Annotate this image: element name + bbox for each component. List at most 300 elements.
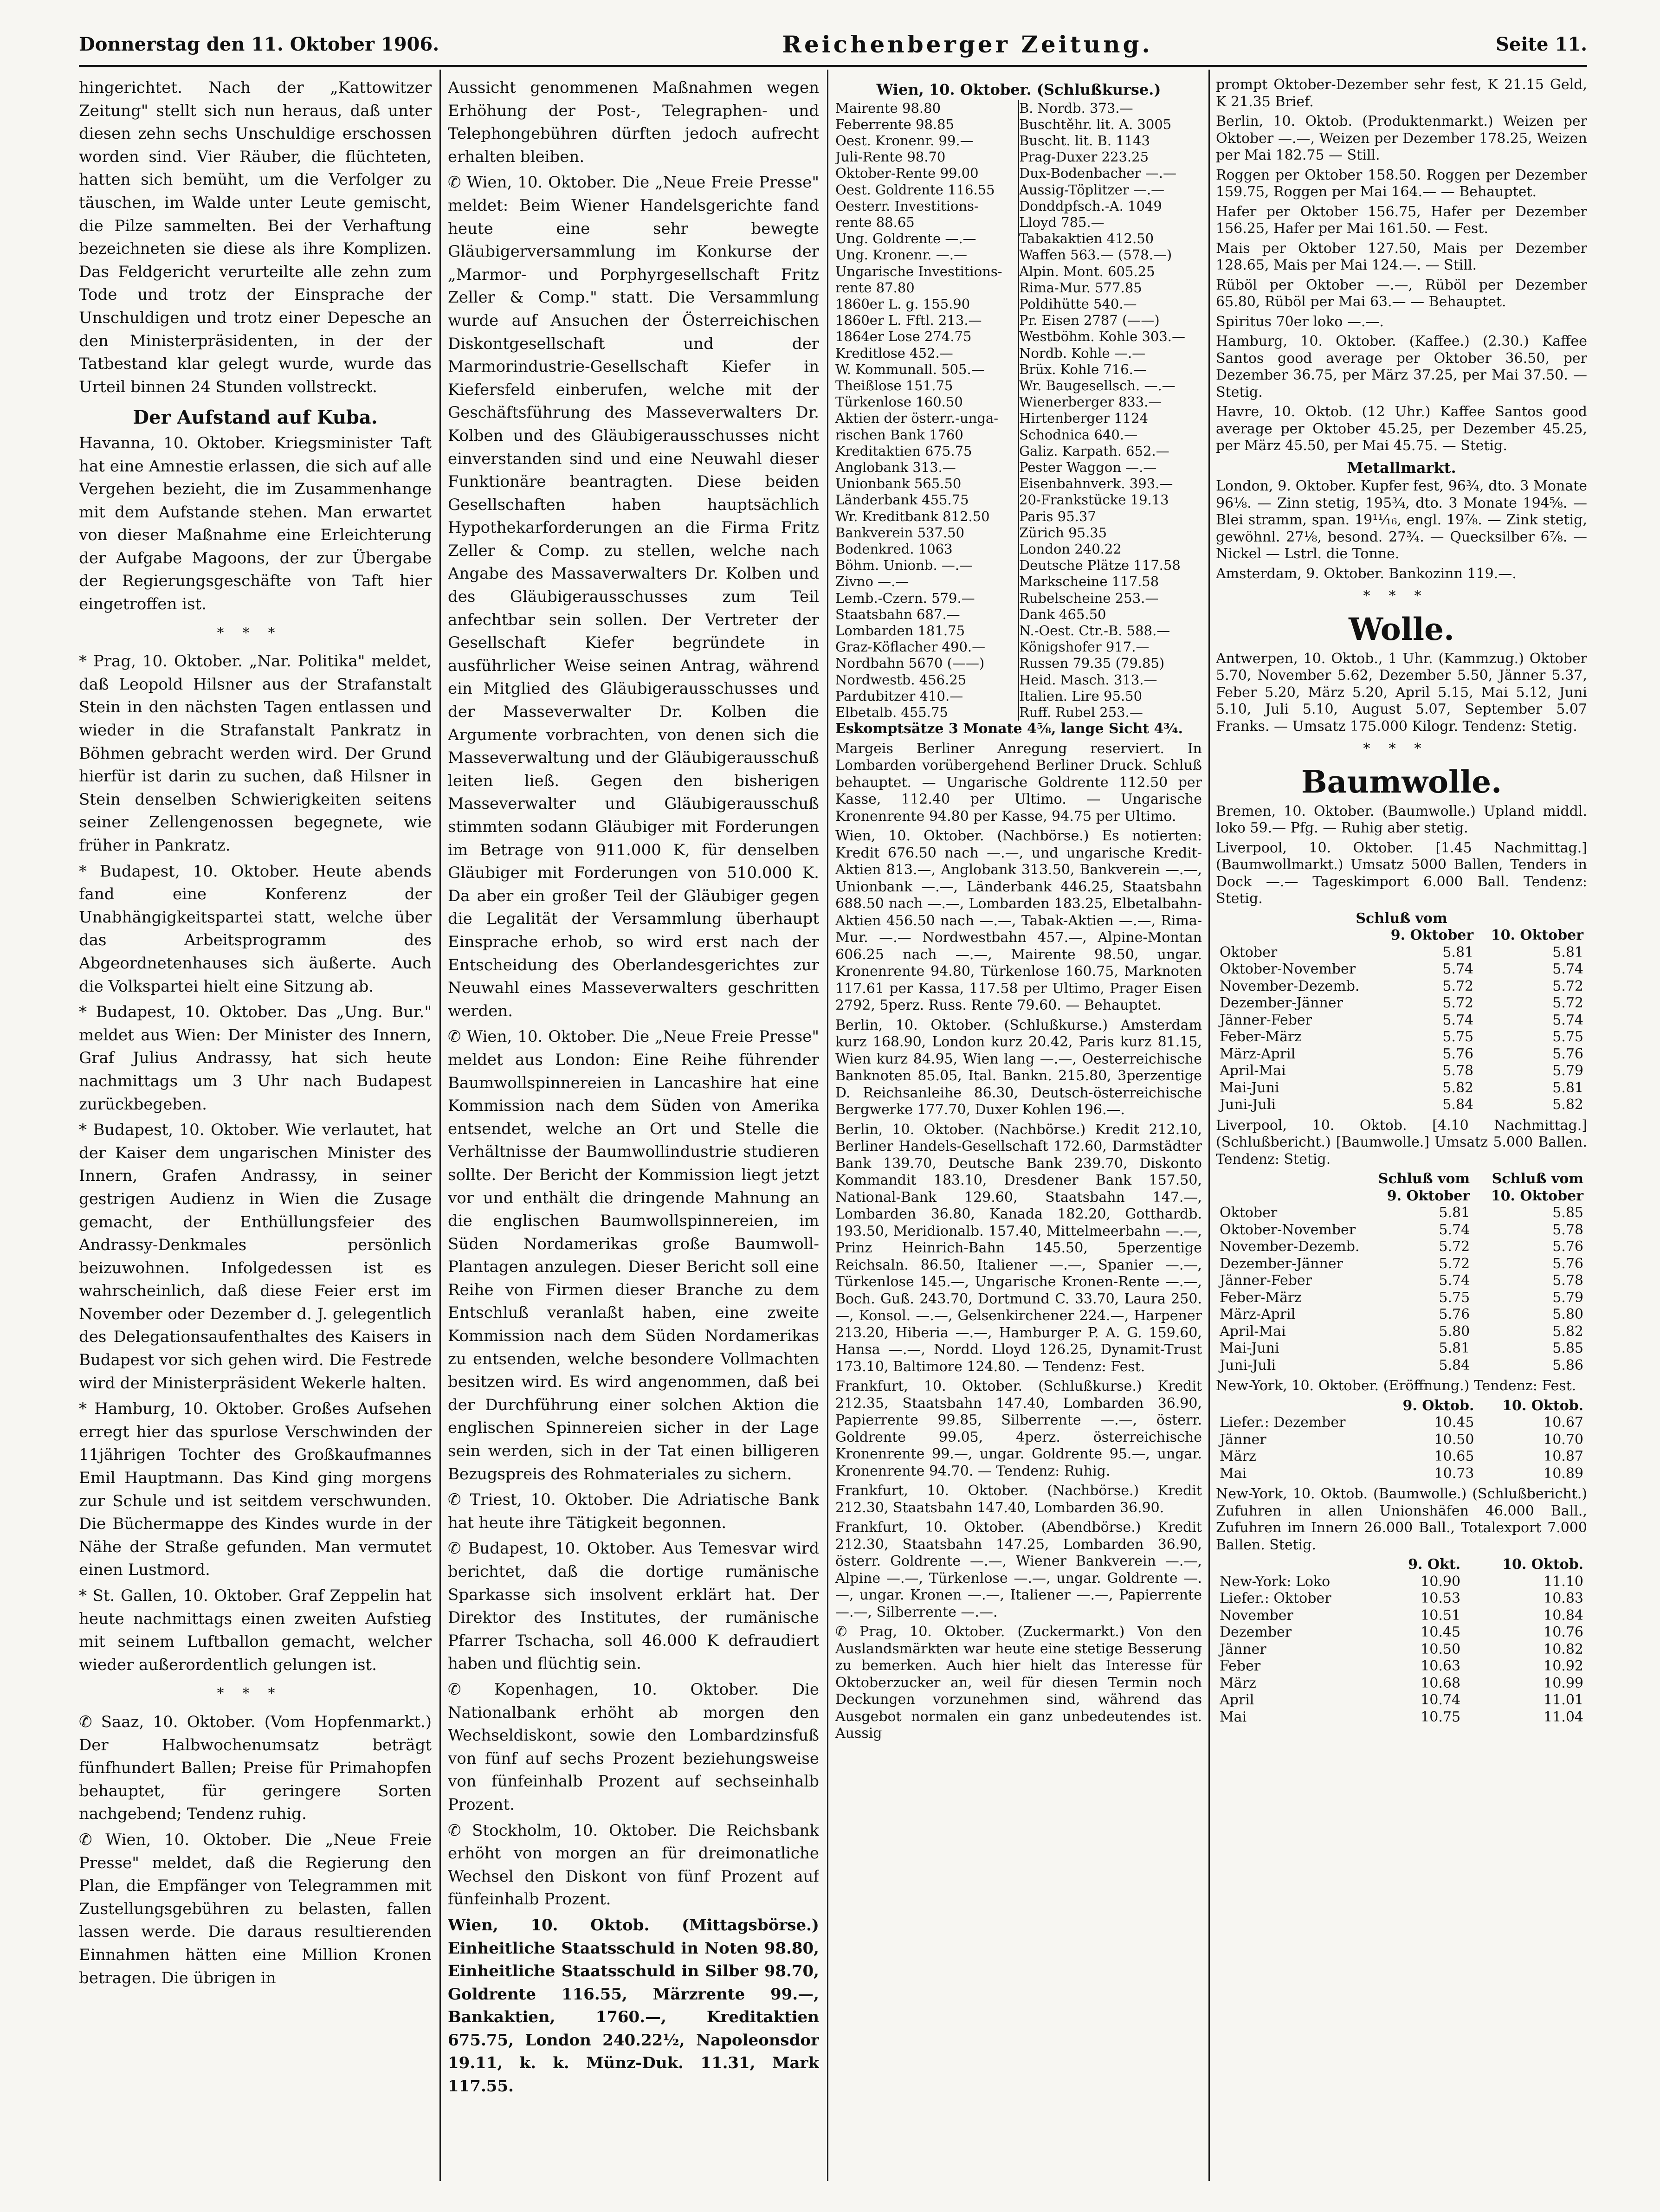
table-row [1216, 1222, 1587, 1239]
table-cell: 20-Frankstücke 19.13 [1019, 492, 1169, 508]
table-cell: Paris 95.37 [1019, 508, 1096, 524]
table-cell: Zivno —.— [835, 574, 1019, 590]
table-cell: Wr. Kreditbank 812.50 [835, 509, 1019, 525]
liverpool-table-2 [1216, 1171, 1587, 1374]
table-cell: Eisenbahnverk. 393.— [1019, 476, 1173, 492]
table-cell: 5.74 [1439, 1272, 1470, 1289]
table-col-a: 9. Oktob. [1402, 1397, 1474, 1414]
table-cell: Ungarische Investitions- [835, 264, 1019, 280]
table-cell: Zürich 95.35 [1019, 524, 1107, 541]
table-cell: 10.83 [1544, 1590, 1583, 1606]
article-paragraph: New-York, 10. Oktob. (Baumwolle.) (Schlußbericht.) Zufuhren in allen Unionshäfen 46.000 Ball., Zufuhren im Innern 26.000 Ball., Totalexport 7.000 Ballen. Stetig. [1216, 1486, 1587, 1553]
table-cell: Wienerberger 833.— [1019, 394, 1162, 410]
table-row [835, 247, 1202, 263]
table-cell: 1860er L. Fftl. 213.— [835, 312, 1019, 329]
table-cell: 5.76 [1552, 1255, 1583, 1272]
article-paragraph: ✆ Prag, 10. Oktober. (Zuckermarkt.) Von den Auslandsmärkten war heute eine stetige Besserung zu bemerken. Auch hier hielt das Interesse für Oktoberzucker an, weil für diesen Termin noch Deckungen vorzunehmen sind, während das Ausgebot normalen ein ganz unbedeutendes ist. Aussig [835, 1624, 1202, 1742]
table-cell: April-Mai [1220, 1323, 1286, 1340]
article-paragraph: Bremen, 10. Oktober. (Baumwolle.) Upland middl. loko 59.— Pfg. — Ruhig aber stetig. [1216, 803, 1587, 836]
page-header [79, 28, 1587, 60]
article-paragraph: Margeis Berliner Anregung reserviert. In Lombarden vorübergehend Berliner Druck. Schluß behauptet. — Ungarische Goldrente 112.50 per Kasse, 112.40 per Ultimo. — Ungarische Kronenrente 94.80 per Kasse, 94.75 per Ultimo. [835, 740, 1202, 825]
table-row [1216, 1340, 1587, 1357]
table-cell: Pester Waggon —.— [1019, 459, 1157, 475]
table-row [1216, 1574, 1587, 1591]
table-cell: 5.81 [1439, 1340, 1470, 1356]
table-row [835, 394, 1202, 410]
table-col-b: 10. Oktob. [1502, 1397, 1583, 1414]
table-cell: Dezember-Jänner [1220, 1255, 1343, 1272]
table-row [1216, 1063, 1587, 1080]
table-cell: Theißlose 151.75 [835, 378, 1019, 394]
article-paragraph: ✆ Budapest, 10. Oktober. Aus Temesvar wird berichtet, daß die dortige rumänische Sparkasse sich insolvent erklärt hat. Der Direktor des Institutes, der rumänische Pfarrer Tschacha, soll 46.000 K defraudiert haben und flüchtig sein. [448, 1539, 819, 1673]
table-cell: 10.45 [1434, 1414, 1474, 1431]
table-cell: November-Dezemb. [1220, 1238, 1360, 1255]
table-col-b: 10. Oktob. [1502, 1556, 1583, 1573]
table-row [835, 165, 1202, 181]
table-row [835, 557, 1202, 574]
masthead-title: Reichenberger Zeitung. [782, 30, 1153, 58]
table-row [835, 361, 1202, 378]
table-cell: 5.84 [1442, 1096, 1474, 1113]
table-row [1216, 1590, 1587, 1607]
table-cell: W. Kommunall. 505.— [835, 361, 1019, 378]
newyork-table-1 [1216, 1398, 1587, 1483]
article-paragraph: * Budapest, 10. Oktober. Heute abends fand eine Konferenz der Unabhängigkeitspartei statt, welche über das Arbeitsprogramm des Abgeordnetenhauses sich äußerte. Auch die Volkspartei hielt eine Sitzung ab. [79, 862, 432, 996]
article-paragraph: * Hamburg, 10. Oktober. Großes Aufsehen erregt hier das spurlose Verschwinden der 11jährigen Tochter des Großkaufmannes Emil Hauptmann. Das Kind ging morgens zur Schule und ist seitdem verschwunden. Die Büchermappe des Kindes wurde in der Nähe der Straße gefunden. Man vermutet einen Lustmord. [79, 1399, 432, 1580]
table-cell: 10.73 [1434, 1465, 1474, 1482]
table-cell: 10.70 [1544, 1431, 1583, 1448]
table-row [835, 329, 1202, 345]
table-cell: 10.65 [1434, 1448, 1474, 1464]
table-cell: Jänner [1220, 1431, 1266, 1448]
table-cell: Russen 79.35 (79.85) [1019, 655, 1165, 671]
article-paragraph: ✆ Triest, 10. Oktober. Die Adriatische Bank hat heute ihre Tätigkeit begonnen. [448, 1490, 819, 1532]
table-cell: Oktober-Rente 99.00 [835, 165, 1019, 181]
table-cell: Länderbank 455.75 [835, 492, 1019, 508]
table-cell: Juli-Rente 98.70 [835, 149, 1019, 165]
table-cell: Jänner [1220, 1641, 1266, 1657]
table-cell: Dank 465.50 [1019, 606, 1106, 622]
table-row [835, 639, 1202, 655]
section-divider: *** [217, 1685, 294, 1702]
table-row [835, 182, 1202, 198]
article-paragraph: ✆ Wien, 10. Oktober. Die „Neue Freie Presse" meldet aus London: Eine Reihe führender Baumwollspinnereien in Lancashire hat eine Kommission nach dem Süden von Amerika entsendet, welche an Ort und Stelle die Verhältnisse der Baumwollindustrie studieren sollte. Der Bericht der Kommission liegt jetzt vor und enthält die dringende Mahnung an die englischen Baumwollspinnereien, im Süden Nordamerikas große Baumwoll-Plantagen anzulegen. Dieser Bericht soll eine Reihe von Firmen dieser Branche zu dem Entschluß veranlaßt haben, eine zweite Kommission nach dem Süden Nordamerikas zu entsenden, welche besondere Vollmachten besitzen wird. Es wird angenommen, daß bei der Durchführung einer solchen Aktion die englischen Spinnereien sicher in der Lage sein werden, sich in der Tat einen billigeren Bezugspreis des Rohmateriales zu sichern. [448, 1027, 819, 1483]
table-col-a: 9. Okt. [1408, 1556, 1461, 1573]
column-rule [827, 70, 828, 2181]
table-cell: 5.75 [1552, 1029, 1583, 1045]
table-row [1216, 944, 1587, 961]
column-4 [1216, 77, 1587, 1726]
table-row [1216, 1465, 1587, 1483]
article-paragraph: Liverpool, 10. Oktob. [4.10 Nachmittag.] (Schlußbericht.) [Baumwolle.] Umsatz 5.000 Ballen. Tendenz: Stetig. [1216, 1117, 1587, 1167]
table-row [1216, 1432, 1587, 1449]
article-paragraph: * Budapest, 10. Oktober. Das „Ung. Bur." meldet aus Wien: Der Minister des Innern, Graf Julius Andrassy, hat sich heute nachmittags um 3 Uhr nach Budapest zurückbegeben. [79, 1003, 432, 1114]
table-row [835, 378, 1202, 394]
newyork-table-2 [1216, 1556, 1587, 1726]
article-paragraph: Wien, 10. Oktob. (Mittagsbörse.) Einheitliche Staatsschuld in Noten 98.80, Einheitliche Staatsschuld in Silber 98.70, Goldrente 116.55, Märzrente 99.—, Bankaktien, 1760.—, Kreditaktien 675.75, London 240.22½, Napoleonsdor 19.11, k. k. Münz-Duk. 11.31, Mark 117.55. [448, 1915, 819, 2096]
table-cell: rente 88.65 [835, 214, 1019, 231]
table-cell: 5.84 [1439, 1357, 1470, 1374]
article-paragraph: Eskomptsätze 3 Monate 4⅝, lange Sicht 4¾. [835, 721, 1183, 737]
table-cell: 5.80 [1439, 1323, 1470, 1340]
table-cell: Mai [1220, 1709, 1247, 1725]
table-row [835, 541, 1202, 557]
table-cell: 5.75 [1439, 1289, 1470, 1306]
table-cell: November [1220, 1607, 1293, 1624]
table-cell: Elbetalb. 455.75 [835, 704, 1019, 721]
table-cell: Mairente 98.80 [835, 100, 1019, 116]
table-row [835, 590, 1202, 606]
table-cell: 5.74 [1552, 961, 1583, 977]
table-cell: 5.76 [1442, 1045, 1474, 1062]
table-cell: Jänner-Feber [1220, 1012, 1312, 1028]
liverpool-table-1 [1216, 910, 1587, 1114]
table-cell: Oktober-November [1220, 961, 1356, 977]
table-cell: 5.74 [1442, 1012, 1474, 1028]
table-cell: Pr. Eisen 2787 (——) [1019, 312, 1160, 329]
table-cell: Markscheine 117.58 [1019, 574, 1159, 590]
table-cell: März [1220, 1448, 1256, 1464]
table-cell: Oktober [1220, 1205, 1278, 1221]
article-paragraph: ✆ Wien, 10. Oktober. Die „Neue Freie Presse" meldet, daß die Regierung den Plan, die Empfänger von Telegrammen mit Zustellungsgebühren zu belasten, fallen lassen werde. Die daraus resultierenden Einnahmen hätten eine Million Kronen betragen. Die übrigen in [79, 1830, 432, 1987]
article-paragraph: * Prag, 10. Oktober. „Nar. Politika" meldet, daß Leopold Hilsner aus der Strafanstalt Stein in den nächsten Tagen entlassen und wieder in die Strafanstalt Pankratz in Böhmen gebracht werden wird. Der Grund hierfür ist darin zu suchen, daß Hilsner in Stein denselben Schwierigkeiten seitens seiner Zellengenossen begegnete, wie früher in Pankratz. [79, 652, 432, 855]
table-row [1216, 1306, 1587, 1323]
table-cell: 5.81 [1552, 1079, 1583, 1096]
table-cell: Wr. Baugesellsch. —.— [1019, 377, 1176, 393]
table-cell: 5.72 [1442, 978, 1474, 994]
section-divider: *** [217, 625, 294, 641]
section-divider: *** [1363, 588, 1440, 604]
table-cell: März-April [1220, 1045, 1296, 1062]
table-row [835, 427, 1202, 443]
table-cell: 5.81 [1439, 1205, 1470, 1221]
table-cell: Dezember-Jänner [1220, 995, 1343, 1011]
table-cell: Jänner-Feber [1220, 1272, 1312, 1289]
article-paragraph: Frankfurt, 10. Oktober. (Schlußkurse.) Kredit 212.35, Staatsbahn 147.40, Lombarden 36.90, Papierrente 99.85, Silberrente —.—, österr. Goldrente 99.05, 4perz. österreichische Kronenrente 99.—, ungar. Goldrente 95.—, ungar. Kronenrente 94.70. — Tendenz: Ruhig. [835, 1378, 1202, 1479]
table-cell: 5.80 [1552, 1306, 1583, 1322]
article-headline: Der Aufstand auf Kuba. [133, 406, 378, 429]
table-cell: Lemb.-Czern. 579.— [835, 590, 1019, 606]
section-heading-wolle: Wolle. [1349, 611, 1454, 647]
table-cell: Rubelscheine 253.— [1019, 590, 1159, 606]
table-cell: Feber-März [1220, 1029, 1302, 1045]
table-cell: Italien. Lire 95.50 [1019, 688, 1143, 704]
table-cell: Ruff. Rubel 253.— [1019, 704, 1143, 721]
table-cell: 5.72 [1552, 978, 1583, 994]
table-cell: 10.67 [1544, 1414, 1583, 1431]
header-rule [79, 65, 1587, 67]
table-row [835, 623, 1202, 639]
article-paragraph: New-York, 10. Oktober. (Eröffnung.) Tendenz: Fest. [1216, 1378, 1576, 1394]
table-cell: Nordwestb. 456.25 [835, 672, 1019, 688]
table-col-a: Schluß vom 9. Oktober [1378, 1171, 1470, 1204]
article-paragraph: Amsterdam, 9. Oktober. Bankozinn 119.—. [1216, 565, 1517, 582]
table-cell: 10.89 [1544, 1465, 1583, 1482]
table-cell: 10.90 [1421, 1573, 1461, 1590]
table-row [1216, 1414, 1587, 1432]
table-row [1216, 1709, 1587, 1726]
table-cell: 10.74 [1421, 1692, 1461, 1708]
article-paragraph: Berlin, 10. Oktob. (Produktenmarkt.) Weizen per Oktober —.—, Weizen per Dezember 178.25, Weizen per Mai 182.75 — Still. [1216, 113, 1587, 163]
table-cell: 10.51 [1421, 1607, 1461, 1624]
table-cell: Aussig-Töplitzer —.— [1019, 181, 1165, 198]
table-cell: Deutsche Plätze 117.58 [1019, 557, 1181, 574]
table-cell: Kreditaktien 675.75 [835, 443, 1019, 459]
article-paragraph: Mais per Oktober 127.50, Mais per Dezember 128.65, Mais per Mai 124.—. — Still. [1216, 240, 1587, 273]
article-paragraph: London, 9. Oktober. Kupfer fest, 96¾, dto. 3 Monate 96⅛. — Zinn stetig, 195¾, dto. 3 Monate 194⅝. — Blei stramm, span. 19¹¹⁄₁₆, engl. 19⅞. — Zink stetig, gewöhnl. 27⅛, besond. 27¾. — Quecksilber 6⅞. — Nickel — Lstrl. die Tonne. [1216, 478, 1587, 562]
table-cell: 10.53 [1421, 1590, 1461, 1606]
table-cell: Nordbahn 5670 (——) [835, 655, 1019, 671]
table-cell: Oest. Goldrente 116.55 [835, 182, 1019, 198]
table-cell: 10.75 [1421, 1709, 1461, 1725]
page-number: Seite 11. [1496, 33, 1587, 55]
table-cell: Lloyd 785.— [1019, 214, 1105, 230]
table-row [835, 509, 1202, 525]
table-row [1216, 1658, 1587, 1675]
table-row [1216, 1238, 1587, 1256]
table-cell: 5.85 [1552, 1205, 1583, 1221]
table-cell: 5.76 [1439, 1306, 1470, 1322]
table-cell: Alpin. Mont. 605.25 [1019, 263, 1155, 279]
table-cell: 5.78 [1442, 1063, 1474, 1079]
table-row [835, 345, 1202, 361]
article-paragraph: Liverpool, 10. Oktober. [1.45 Nachmittag.] (Baumwollmarkt.) Umsatz 5000 Ballen, Tenders in Dock —.— Tageskimport 6.000 Ball. Tendenz: Stetig. [1216, 839, 1587, 907]
table-col-b: 10. Oktober [1491, 927, 1583, 943]
table-cell: Liefer.: Dezember [1220, 1414, 1346, 1431]
table-cell: 5.74 [1442, 961, 1474, 977]
table-cell: 5.72 [1439, 1238, 1470, 1255]
article-paragraph: Aussicht genommenen Maßnahmen wegen Erhöhung der Post-, Telegraphen- und Telephongebühren dürften jedoch aufrecht erhalten bleiben. [448, 78, 819, 166]
table-cell: 5.78 [1552, 1221, 1583, 1238]
table-cell: April [1220, 1692, 1254, 1708]
table-row [835, 704, 1202, 721]
table-cell: 5.86 [1552, 1357, 1583, 1374]
table-cell: rischen Bank 1760 [835, 427, 1019, 443]
table-row [835, 492, 1202, 508]
table-row [835, 606, 1202, 623]
table-cell: Rima-Mur. 577.85 [1019, 279, 1142, 296]
table-cell: 10.50 [1434, 1431, 1474, 1448]
table-cell: 5.81 [1552, 944, 1583, 961]
table-row [835, 296, 1202, 312]
table-row [835, 312, 1202, 329]
table-cell: 5.76 [1552, 1045, 1583, 1062]
table-row [1216, 1096, 1587, 1114]
table-title: Schluß vom [1356, 910, 1447, 927]
table-row [835, 116, 1202, 133]
table-cell: 10.84 [1544, 1607, 1583, 1624]
table-cell: B. Nordb. 373.— [1019, 100, 1133, 116]
table-row [835, 459, 1202, 476]
table-cell: Pardubitzer 410.— [835, 688, 1019, 704]
table-cell: 5.78 [1552, 1272, 1583, 1289]
table-row [835, 100, 1202, 116]
article-paragraph: * Budapest, 10. Oktober. Wie verlautet, hat der Kaiser dem ungarischen Minister des Innern, Grafen Andrassy, in seiner gestrigen Audienz in Wien die Zusage gemacht, der Enthüllungsfeier des Andrassy-Denkmales persönlich beizuwohnen. Infolgedessen ist es wahrscheinlich, daß diese Feier erst im November oder Dezember d. J. gelegentlich des Delegationsaufenthaltes des Kaisers in Budapest vor sich gehen wird. Die Festrede wird der Ministerpräsident Wekerle halten. [79, 1121, 432, 1393]
table-cell: Feber [1220, 1658, 1261, 1674]
table-row [835, 476, 1202, 492]
table-cell: Oktober-November [1220, 1221, 1356, 1238]
article-paragraph: Rüböl per Oktober —.—, Rüböl per Dezember 65.80, Rüböl per Mai 63.— — Behauptet. [1216, 277, 1587, 310]
table-cell: 10.99 [1544, 1675, 1583, 1691]
table-cell: 10.63 [1421, 1658, 1461, 1674]
table-row [1216, 1641, 1587, 1658]
table-cell: Aktien der österr.-unga- [835, 410, 1019, 426]
table-cell: 10.68 [1421, 1675, 1461, 1691]
header-date: Donnerstag den 11. Oktober 1906. [79, 33, 439, 55]
article-paragraph: ✆ Stockholm, 10. Oktober. Die Reichsbank erhöht von morgen an für dreimonatliche Wechsel den Diskont von fünf Prozent auf fünfeinhalb Prozent. [448, 1821, 819, 1909]
table-cell: 5.82 [1442, 1079, 1474, 1096]
table-cell: 10.50 [1421, 1641, 1461, 1657]
table-cell: Ung. Goldrente —.— [835, 231, 1019, 247]
article-paragraph: Hafer per Oktober 156.75, Hafer per Dezember 156.25, Hafer per Mai 161.50. — Fest. [1216, 203, 1587, 237]
column-3 [835, 77, 1202, 1745]
table-row [835, 264, 1202, 280]
table-cell: Ung. Kronenr. —.— [835, 247, 1019, 263]
section-divider: *** [1363, 741, 1440, 757]
table-row [1216, 1290, 1587, 1307]
table-row [1216, 995, 1587, 1012]
table-cell: 10.76 [1544, 1624, 1583, 1640]
table-cell: Donddpfsch.-A. 1049 [1019, 198, 1162, 214]
table-row [835, 149, 1202, 165]
table-cell: Buscht. lit. B. 1143 [1019, 132, 1150, 148]
table-cell: 5.72 [1439, 1255, 1470, 1272]
table-cell: Nordb. Kohle —.— [1019, 345, 1146, 361]
table-cell: Poldihütte 540.— [1019, 296, 1137, 312]
table-row [1216, 961, 1587, 978]
table-cell: Prag-Duxer 223.25 [1019, 149, 1149, 165]
table-cell: Juni-Juli [1220, 1357, 1276, 1374]
table-cell: 11.04 [1544, 1709, 1583, 1725]
table-row [835, 525, 1202, 541]
article-paragraph: Wien, 10. Oktober. (Nachbörse.) Es notierten: Kredit 676.50 nach —.—, und ungarische Kredit-Aktien 813.—, Anglobank 313.50, Bankverein —.—, Unionbank —.—, Länderbank 446.25, Staatsbahn 688.50 nach —.—, Lombarden 183.25, Elbetalbahn-Aktien 456.50 nach —.—, Tabak-Aktien —.—, Rima-Mur. —.— Nordwestbahn 457.—, Alpine-Montan 606.25 nach —.—, Mairente 98.50, ungar. Kronenrente 94.80, Türkenlose 160.75, Marknoten 117.61 per Kassa, 117.58 per Ultimo, Prager Eisen 2792, 5perz. Russ. Rente 79.60. — Behauptet. [835, 828, 1202, 1014]
article-paragraph: Frankfurt, 10. Oktober. (Nachbörse.) Kredit 212.30, Staatsbahn 147.40, Lombarden 36.90. [835, 1483, 1202, 1516]
table-row [835, 198, 1202, 214]
article-paragraph: Hamburg, 10. Oktober. (Kaffee.) (2.30.) Kaffee Santos good average per Oktober 36.50, per Dezember 36.75, per März 37.25, per Mai 37.50. — Stetig. [1216, 333, 1587, 400]
table-cell: April-Mai [1220, 1063, 1286, 1079]
table-cell: Mai [1220, 1465, 1247, 1482]
table-cell: 10.92 [1544, 1658, 1583, 1674]
table-cell: 5.85 [1552, 1340, 1583, 1356]
table-cell: 5.72 [1552, 995, 1583, 1011]
table-cell: 5.75 [1442, 1029, 1474, 1045]
table-row [1216, 1607, 1587, 1625]
table-cell: Liefer.: Oktober [1220, 1590, 1331, 1606]
table-cell: Graz-Köflacher 490.— [835, 639, 1019, 655]
table-row [1216, 978, 1587, 995]
table-row [835, 280, 1202, 296]
article-paragraph: ✆ Kopenhagen, 10. Oktober. Die Nationalbank erhöht ab morgen den Wechseldiskont, sowie den Lombardzinsfuß von fünf auf sechs Prozent beziehungsweise von fünfeinhalb Prozent auf sechseinhalb Prozent. [448, 1680, 819, 1814]
quotes-table [835, 100, 1202, 721]
table-cell: Heid. Masch. 313.— [1019, 671, 1157, 688]
table-row [1216, 1323, 1587, 1341]
table-cell: 5.82 [1552, 1323, 1583, 1340]
article-paragraph: Berlin, 10. Oktober. (Nachbörse.) Kredit 212.10, Berliner Handels-Gesellschaft 172.60, Darmstädter Bank 139.70, Deutsche Bank 239.70, Diskonto Kommandit 183.10, Dresdener Bank 157.50, National-Bank 129.60, Staatsbahn 147.—, Lombarden 36.80, Kanada 182.20, Gotthardb. 193.50, Meridionalb. 157.40, Mittelmeerbahn —.—, Prinz Heinrich-Bahn 145.50, 5perzentige Reichsaln. 86.50, Italiener —.—, Spanier —.—, Türkenlose 145.—, Ungarische Kronen-Rente —.—, Boch. Guß. 243.70, Dortmund C. 33.70, Laura 250.—, Konsol. —.—, Gelsenkirchener 224.—, Harpener 213.20, Hiberia —.—, Hamburger P. A. G. 159.60, Hansa —.—, Nordd. Lloyd 126.25, Dynamit-Trust 173.10, Baltimore 124.80. — Tendenz: Fest. [835, 1121, 1202, 1375]
table-row [835, 231, 1202, 247]
article-paragraph: * St. Gallen, 10. Oktober. Graf Zeppelin hat heute nachmittags einen zweiten Aufstieg mit seinem Luftballon gemacht, welcher wieder außerordentlich gelungen ist. [79, 1586, 432, 1674]
table-row [835, 410, 1202, 426]
table-cell: 5.81 [1442, 944, 1474, 961]
table-row [1216, 1029, 1587, 1046]
table-cell: Feber-März [1220, 1289, 1302, 1306]
article-paragraph: Frankfurt, 10. Oktober. (Abendbörse.) Kredit 212.30, Staatsbahn 147.25, Lombarden 36.90, österr. Goldrente —.—, Wiener Bankverein —.—, Alpine —.—, Türkenlose —.—, ungar. Goldrente —.—, ungar. Kronen —.—, Italiener —.—, Papierrente —.—, Silberrente —.—. [835, 1519, 1202, 1620]
table-cell: Waffen 563.— (578.—) [1019, 247, 1172, 263]
table-cell: 10.45 [1421, 1624, 1461, 1640]
table-col-a: 9. Oktober [1390, 927, 1474, 943]
table-cell: November-Dezemb. [1220, 978, 1360, 994]
table-row [835, 133, 1202, 149]
table-row [835, 574, 1202, 590]
table-cell: 10.82 [1544, 1641, 1583, 1657]
table-cell: Tabakaktien 412.50 [1019, 231, 1154, 247]
table-cell: März-April [1220, 1306, 1296, 1322]
table-row [835, 214, 1202, 231]
article-paragraph: Roggen per Oktober 158.50. Roggen per Dezember 159.75, Roggen per Mai 164.— — Behauptet. [1216, 167, 1587, 200]
article-paragraph: Berlin, 10. Oktober. (Schlußkurse.) Amsterdam kurz 168.90, London kurz 20.42, Paris kurz 81.15, Wien kurz 84.95, Wien lang —.—, Oesterreichische Banknoten 85.05, Ital. Bankn. 215.80, 3perzentige D. Reichsanleihe 86.30, Deutsch-österreichische Bergwerke 177.70, Duxer Kohlen 196.—. [835, 1017, 1202, 1118]
table-cell: Oest. Kronenr. 99.— [835, 133, 1019, 149]
table-cell: Unionbank 565.50 [835, 476, 1019, 492]
table-cell: 11.10 [1544, 1573, 1583, 1590]
table-row [835, 672, 1202, 688]
table-cell: 5.72 [1442, 995, 1474, 1011]
table-row [1216, 1675, 1587, 1692]
table-row [1216, 1357, 1587, 1374]
column-1 [79, 77, 432, 1993]
table-cell: 5.79 [1552, 1289, 1583, 1306]
section-heading: Metallmarkt. [1347, 458, 1456, 477]
table-cell: Kreditlose 452.— [835, 345, 1019, 361]
table-cell: London 240.22 [1019, 541, 1122, 557]
table-cell: Brüx. Kohle 716.— [1019, 361, 1147, 377]
table-cell: Schodnica 640.— [1019, 426, 1138, 443]
table-row [835, 443, 1202, 459]
article-paragraph: ✆ Saaz, 10. Oktober. (Vom Hopfenmarkt.) Der Halbwochenumsatz beträgt fünfhundert Ballen; Preise für Primahopfen behauptet, für geringere Sorten nachgebend; Tendenz ruhig. [79, 1712, 432, 1824]
table-cell: 10.87 [1544, 1448, 1583, 1464]
table-row [1216, 1692, 1587, 1709]
table-cell: Bankverein 537.50 [835, 525, 1019, 541]
article-paragraph: ✆ Wien, 10. Oktober. Die „Neue Freie Presse" meldet: Beim Wiener Handelsgerichte fand heute eine sehr bewegte Gläubigerversammlung im Konkurse der „Marmor- und Porphyrgesellschaft Fritz Zeller & Comp." statt. Die Versammlung wurde auf Ansuchen der Österreichischen Diskontgesellschaft und der Marmorindustrie-Gesellschaft Kiefer in Kiefersfeld einberufen, welche mit der Geschäftsführung des Masseverwalters Dr. Kolben und des Gläubigerausschusses nicht einverstanden sind und eine Neuwahl dieser Funktionäre beantragten. Diese beiden Gesellschaften haben hauptsächlich Hypothekarforderungen an die Firma Fritz Zeller & Comp. zu stellen, welche nach Angabe des Massaverwalters Dr. Kolben und des Gläubigerausschusses zum Teil anfechtbar sein sollen. Der Vertreter der Gesellschaft Kiefer begründete in ausführlicher Weise seinen Antrag, während ein Mitglied des Gläubigerausschusses und der Masseverwalter Dr. Kolben die Argumente vorbrachten, von denen sich die Masseverwaltung und der Gläubigerausschuß leiten ließ. Gegen den bisherigen Masseverwalter und Gläubigerausschuß stimmten sodann Gläubiger mit Forderungen im Betrage von 911.000 K, für denselben Gläubiger mit Forderungen von 510.000 K. Da aber ein großer Teil der Gläubiger gegen die Legalität der Versammlung überhaupt Einsprache erhob, so wird erst nach der Entscheidung des Oberlandesgerichtes zur Neuwahl eines Masseverwalters geschritten werden. [448, 173, 819, 1020]
table-row [1216, 1205, 1587, 1222]
table-cell: Juni-Juli [1220, 1096, 1276, 1113]
table-row [1216, 1256, 1587, 1273]
table-row [835, 655, 1202, 671]
article-paragraph: Spiritus 70er loko —.—. [1216, 313, 1384, 330]
section-heading-baumwolle: Baumwolle. [1301, 763, 1502, 800]
table-row [1216, 1448, 1587, 1465]
table-cell: Böhm. Unionb. —.— [835, 557, 1019, 574]
table-cell: rente 87.80 [835, 280, 1019, 296]
table-cell: Mai-Juni [1220, 1079, 1279, 1096]
table-cell: 5.82 [1552, 1096, 1583, 1113]
table-col-b: Schluß vom 10. Oktober [1491, 1171, 1583, 1204]
table-cell: Dezember [1220, 1624, 1292, 1640]
table-cell: Lombarden 181.75 [835, 623, 1019, 639]
table-cell: 11.01 [1544, 1692, 1583, 1708]
table-cell: Feberrente 98.85 [835, 116, 1019, 133]
table-row [1216, 1272, 1587, 1290]
article-paragraph: Antwerpen, 10. Oktob., 1 Uhr. (Kammzug.) Oktober 5.70, November 5.62, Dezember 5.50, Jänner 5.37, Feber 5.20, März 5.20, April 5.15, Mai 5.12, Juni 5.10, Juli 5.10, August 5.07, September 5.07 Franks. — Umsatz 175.000 Kilogr. Tendenz: Stetig. [1216, 650, 1587, 735]
table-cell: 1864er Lose 274.75 [835, 329, 1019, 345]
table-cell: 5.74 [1439, 1221, 1470, 1238]
table-row [1216, 1080, 1587, 1097]
table-cell: 5.76 [1552, 1238, 1583, 1255]
table-cell: Mai-Juni [1220, 1340, 1279, 1356]
table-cell: Hirtenberger 1124 [1019, 410, 1149, 426]
quotes-heading: Wien, 10. Oktober. (Schlußkurse.) [876, 81, 1161, 98]
table-row [1216, 1012, 1587, 1029]
table-cell: Anglobank 313.— [835, 459, 1019, 476]
table-row [1216, 1624, 1587, 1641]
